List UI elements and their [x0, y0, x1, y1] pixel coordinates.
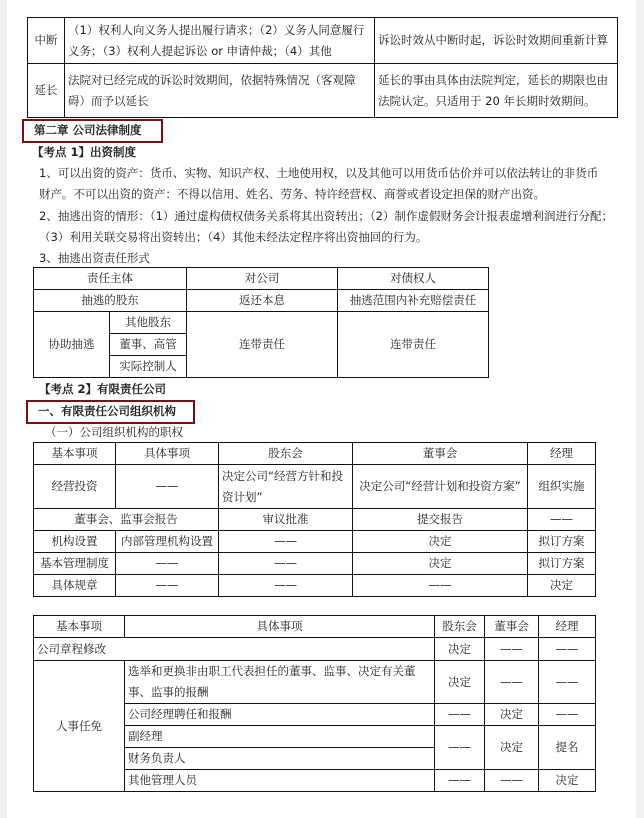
header-cell: 具体事项 — [116, 443, 219, 465]
cell: 选举和更换非由职工代表担任的董事、监事、决定有关董事、监事的报酬 — [125, 661, 435, 704]
table-row — [34, 553, 596, 575]
cell: 决定 — [539, 770, 596, 792]
table-row — [34, 575, 596, 597]
point1-heading: 【考点 1】出资制度 — [32, 145, 137, 159]
table-row — [34, 638, 596, 661]
cell: 决定公司“经营计划和投资方案” — [353, 465, 528, 509]
cell: 人事任免 — [34, 661, 125, 792]
paragraph-3: 3、抽逃出资责任形式 — [39, 251, 150, 265]
section-heading: 一、有限责任公司组织机构 — [26, 400, 195, 424]
cell: 决定 — [485, 704, 539, 726]
cell: —— — [435, 704, 485, 726]
header-cell: 基本事项 — [34, 616, 125, 638]
cell: —— — [485, 638, 539, 661]
cell: 决定 — [353, 531, 528, 553]
cell: 拟订方案 — [528, 553, 596, 575]
table-row — [34, 531, 596, 553]
cell: —— — [116, 465, 219, 509]
table-row — [34, 509, 596, 531]
table-row — [34, 616, 596, 638]
cell: 抽逃范围内补充赔偿责任 — [338, 290, 489, 312]
cell: —— — [539, 638, 596, 661]
cell: —— — [219, 575, 353, 597]
cell: 决定 — [435, 661, 485, 704]
cell: 返还本息 — [187, 290, 338, 312]
header-cell: 具体事项 — [125, 616, 435, 638]
table-row — [28, 18, 618, 64]
row-label: 中断 — [28, 18, 65, 64]
effect-cell: 延长的事由具体由法院判定，延长的期限也由法院认定。只适用于 20 年长期时效期间。 — [375, 64, 618, 118]
cell: 提名 — [539, 726, 596, 770]
org-powers-table — [33, 442, 596, 597]
row-label: 延长 — [28, 64, 65, 118]
cell: 其他管理人员 — [125, 770, 435, 792]
effect-cell: 诉讼时效从中断时起，诉讼时效期间重新计算 — [375, 18, 618, 64]
cell: —— — [539, 661, 596, 704]
paragraph-1: 1、可以出资的资产：货币、实物、知识产权、土地使用权，以及其他可以用货币估价并可以依法转让的非货币财产。不可以出资的资产：不得以信用、姓名、劳务、特许经营权、商誉或者设定担保的财产出资。 — [39, 166, 599, 201]
table-row — [34, 443, 596, 465]
matters-table — [33, 615, 596, 792]
cell: 决定公司“经营方针和投资计划” — [219, 465, 353, 509]
cell: 公司章程修改 — [34, 638, 435, 661]
cell: —— — [435, 770, 485, 792]
document-page — [7, 0, 636, 818]
table-row — [34, 661, 596, 704]
header-cell: 责任主体 — [34, 268, 187, 290]
cell: —— — [435, 726, 485, 770]
header-cell: 董事会 — [353, 443, 528, 465]
table-row — [34, 290, 489, 312]
cell: 内部管理机构设置 — [116, 531, 219, 553]
cell: 董事会、监事会报告 — [34, 509, 219, 531]
cell: 决定 — [435, 638, 485, 661]
cell: 连带责任 — [187, 312, 338, 378]
cell: —— — [116, 575, 219, 597]
header-cell: 董事会 — [485, 616, 539, 638]
condition-cell: 法院对已经完成的诉讼时效期间，依据特殊情况（客观障碍）而予以延长 — [65, 64, 375, 118]
cell: 协助抽逃 — [34, 312, 110, 378]
cell: 审议批准 — [219, 509, 353, 531]
cell: 具体规章 — [34, 575, 116, 597]
withdrawal-liability-table — [33, 267, 489, 378]
cell: —— — [539, 704, 596, 726]
cell: 决定 — [485, 726, 539, 770]
cell: 董事、高管 — [110, 334, 187, 356]
header-cell: 股东会 — [219, 443, 353, 465]
header-cell: 对债权人 — [338, 268, 489, 290]
cell: —— — [116, 553, 219, 575]
header-cell: 经理 — [539, 616, 596, 638]
cell: —— — [485, 661, 539, 704]
cell: 公司经理聘任和报酬 — [125, 704, 435, 726]
cell: 连带责任 — [338, 312, 489, 378]
header-cell: 对公司 — [187, 268, 338, 290]
cell: —— — [353, 575, 528, 597]
header-cell: 经理 — [528, 443, 596, 465]
cell: 财务负责人 — [125, 748, 435, 770]
cell: 实际控制人 — [110, 356, 187, 378]
cell: —— — [219, 553, 353, 575]
chapter-heading: 第二章 公司法律制度 — [22, 119, 163, 143]
cell: 其他股东 — [110, 312, 187, 334]
cell: —— — [528, 509, 596, 531]
table-row — [34, 268, 489, 290]
cell: 拟订方案 — [528, 531, 596, 553]
table-row — [34, 465, 596, 509]
cell: 抽逃的股东 — [34, 290, 187, 312]
header-cell: 股东会 — [435, 616, 485, 638]
cell: —— — [219, 531, 353, 553]
cell: 组织实施 — [528, 465, 596, 509]
table-row — [28, 64, 618, 118]
cell: 决定 — [353, 553, 528, 575]
limitation-table — [27, 17, 618, 118]
cell: 决定 — [528, 575, 596, 597]
condition-cell: （1）权利人向义务人提出履行请求；（2）义务人同意履行义务；（3）权利人提起诉讼 or 申请仲裁；（4）其他 — [65, 18, 375, 64]
cell: 副经理 — [125, 726, 435, 748]
cell: 提交报告 — [353, 509, 528, 531]
point2-heading: 【考点 2】有限责任公司 — [39, 382, 167, 396]
table-row — [34, 312, 489, 334]
cell: 基本管理制度 — [34, 553, 116, 575]
paragraph-2: 2、抽逃出资的情形：（1）通过虚构债权债务关系将其出资转出；（2）制作虚假财务会计报表虚增利润进行分配；（3）利用关联交易将出资转出；（4）其他未经法定程序将出资抽回的行为。 — [39, 209, 613, 244]
cell: 经营投资 — [34, 465, 116, 509]
subsection-heading: （一）公司组织机构的职权 — [45, 425, 183, 439]
header-cell: 基本事项 — [34, 443, 116, 465]
cell: 机构设置 — [34, 531, 116, 553]
cell: —— — [485, 770, 539, 792]
